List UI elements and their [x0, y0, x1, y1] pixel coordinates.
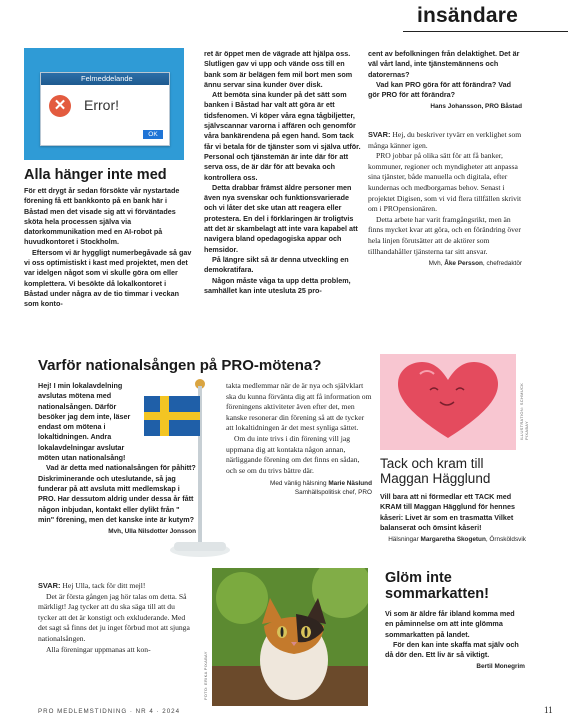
error-dialog: [40, 72, 170, 146]
answer-text: Hej Ulla, tack för ditt mejl!: [60, 581, 146, 590]
paragraph: På längre sikt så är denna utveckling en demokratifara.: [204, 254, 349, 275]
letter1-answer: [368, 130, 522, 268]
paragraph: Vad är detta med nationalsången för påhitt? Diskriminerande och uteslutande, så jag funderar på att avsluta mitt medlemskap i PRO. Har dessutom aldrig under dessa år fått någon inbjudan, kontakt eller dylikt från " min" förening, men det kanske inte är kutym?: [38, 463, 196, 524]
paragraph: Eftersom vi är hyggligt numerbegåvade så gav vi oss optimistiskt i kast med projektet, men det var idelgen något som vi skulle göra om eller komplettera. Vi besökte då lokalkontoret i Båstad under några av de tio timmar i veckan som konto-: [24, 247, 192, 309]
letter3-body: [380, 492, 526, 544]
paragraph: Om du inte trivs i din förening vill jag uppmana dig att kontakta någon annan, närliggande förening om det finns en sådan, och se om du trivs bättre där.: [226, 433, 360, 475]
paragraph: ret är öppet men de vägrade att hjälpa oss. Slutligen gav vi upp och vände oss till en bank som är belägen fem mil bort men som ännu servar sina kunder över disk.: [204, 49, 353, 89]
letter4-title: [385, 570, 535, 602]
heart-icon: [380, 354, 516, 450]
answer-label: SVAR:: [38, 581, 61, 590]
paragraph: Alla föreningar uppmanas att kon-: [46, 644, 151, 654]
footer-publication: PRO MEDLEMSTIDNING · NR 4 · 2024: [38, 708, 181, 715]
letter2-title: Varför nationalsången på PRO-mötena?: [38, 357, 322, 374]
paragraph: Vi som är äldre får ibland komma med en påminnelse om att inte glömma sommarkatten på landet.: [385, 609, 515, 639]
photo-credit: FOTO: ERIKA PIXABAY: [203, 651, 208, 700]
paragraph: För den kan inte skaffa mat själv och då dör den. Ett liv är så viktigt.: [385, 639, 519, 660]
paragraph: Det är första gången jag hör talas om detta. Så märkligt! Jag tycker att du ska säga till att du tycker att det är konstigt och exkluderande. Med det sagt så finns det ju inget förbud mot att sjunga nationalsången.: [38, 591, 190, 643]
letter1-column2: [204, 49, 362, 296]
letter1-title: Alla hänger inte med: [24, 167, 167, 183]
letter3-signature: Hälsningar Margaretha Skogetun, Örnsköldsvik: [388, 536, 526, 544]
paragraph: Vad kan PRO göra för att förändra? Vad gör PRO för att förändra?: [368, 79, 511, 100]
paragraph: Att bemöta sina kunder på det sätt som banken i Båstad har valt att göra är ett tidsfenomen. Vi köper våra egna tågbiljetter, självscannar varorna i affären och genomför våra bankärendena på egen hand. Som tack får vi betala för de tjänster som vi själva utför. Personal och tjänstemän är inte där för att serva oss, de är där för att bevaka och kontrollera oss.: [204, 90, 361, 182]
section-title: insändare: [416, 4, 518, 27]
page-number: 11: [544, 705, 553, 715]
letter4-body: [385, 609, 525, 671]
letter2-column2: [226, 381, 372, 497]
heart-illustration: [380, 354, 516, 450]
paragraph: PRO jobbar på olika sätt för att få banker, kommuner, regioner och myndigheter att anpassa sina tjänster, både manuella och digitala, efter kundernas och medborgarnas behov. Senast i projektet Digisen, som vi vid flera tillfällen skrivit om i PROpensionären.: [368, 151, 522, 214]
letter2-signature: Mvh, Ulla Nilsdotter Jonsson: [108, 528, 196, 536]
letter4-signature: Bertil Monegrim: [476, 663, 525, 671]
letter2-reply-signature: Med vänlig hälsning Marie Näslund Samhällspolitisk chef, PRO: [270, 480, 372, 497]
illustration-credit: ILLUSTRATION: SCHMUCK PIXABAY: [519, 382, 529, 440]
title-line: Tack och kram till: [380, 456, 484, 471]
section-divider: [403, 31, 568, 32]
title-line: Glöm inte: [385, 570, 452, 586]
dialog-titlebar: [41, 73, 169, 85]
letter3-title: [380, 456, 530, 486]
answer-label: SVAR:: [368, 130, 391, 139]
paragraph: Någon måste våga ta upp detta problem, samhället kan inte utesluta 25 pro-: [204, 275, 351, 295]
cat-photo: [212, 568, 368, 706]
paragraph: Vill bara att ni förmedlar ett TACK med KRAM till Maggan Hägglund för hennes kåseri: Livet är som en trasmatta Vilket balanserat och ömsint kåseri!: [380, 492, 515, 532]
error-message: Error!: [84, 97, 119, 113]
letter1-answer-signature: Mvh, Åke Persson, chefredaktör: [428, 260, 522, 268]
paragraph: För ett drygt år sedan försökte vår nystartade förening få ett bankkonto på en bank här i Båstad men det visade sig att vi förväntades sköta hela processen själva via datorkommunikation med en AI-robot på huvudkontoret i Stockholm.: [24, 186, 180, 247]
letter1-signature: Hans Johansson, PRO Båstad: [430, 103, 522, 111]
cat-icon: [212, 568, 368, 706]
paragraph: Detta arbete har varit framgångsrikt, men än finns mycket kvar att göra, och en förändring över hela linjen förutsätter att de aktörer som tillhandahåller tjänsterna tar sitt ansvar.: [368, 214, 521, 256]
letter1-column1: [24, 186, 192, 310]
letter1-column3: [368, 49, 522, 111]
answer-text: Hej, du beskriver tyvärr en verklighet som många känner igen.: [368, 130, 522, 150]
title-line: Maggan Hägglund: [380, 471, 491, 486]
title-line: sommarkatten!: [385, 586, 489, 602]
letter2-answer: [38, 581, 194, 655]
paragraph: Hej! I min lokalavdelning avslutas mötena med nationalsången. Därför besöker jag dem inte, läser endast om mötena i lokaltidningen. Andra lokalavdelningar avslutar möten utan nationalsång!: [38, 381, 131, 463]
error-x-icon: ✕: [49, 95, 71, 117]
dialog-title: Felmeddelande: [81, 74, 133, 83]
paragraph: takta medlemmar när de är nya och självklart ska du kunna förvänta dig att få information om föreningens aktiviteter även efter det, men kanske resonerar din förening så att de tycker att lokaltidningen är det mest synliga sättet.: [226, 381, 372, 433]
paragraph: Detta drabbar främst äldre personer men även nya svenskar och funktionsvarierade och vi låter det ske utan att reagera eller protestera. En del i förklaringen är troligtvis att det är skambelagt att inte vara kapabel att navigera bland opedagogiska appar och hemsidor.: [204, 182, 358, 254]
paragraph: cent av befolkningen från delaktighet. Det är väl vårt land, inte tjänstemännens och datorernas?: [368, 49, 520, 79]
ok-button: OK: [143, 130, 163, 139]
